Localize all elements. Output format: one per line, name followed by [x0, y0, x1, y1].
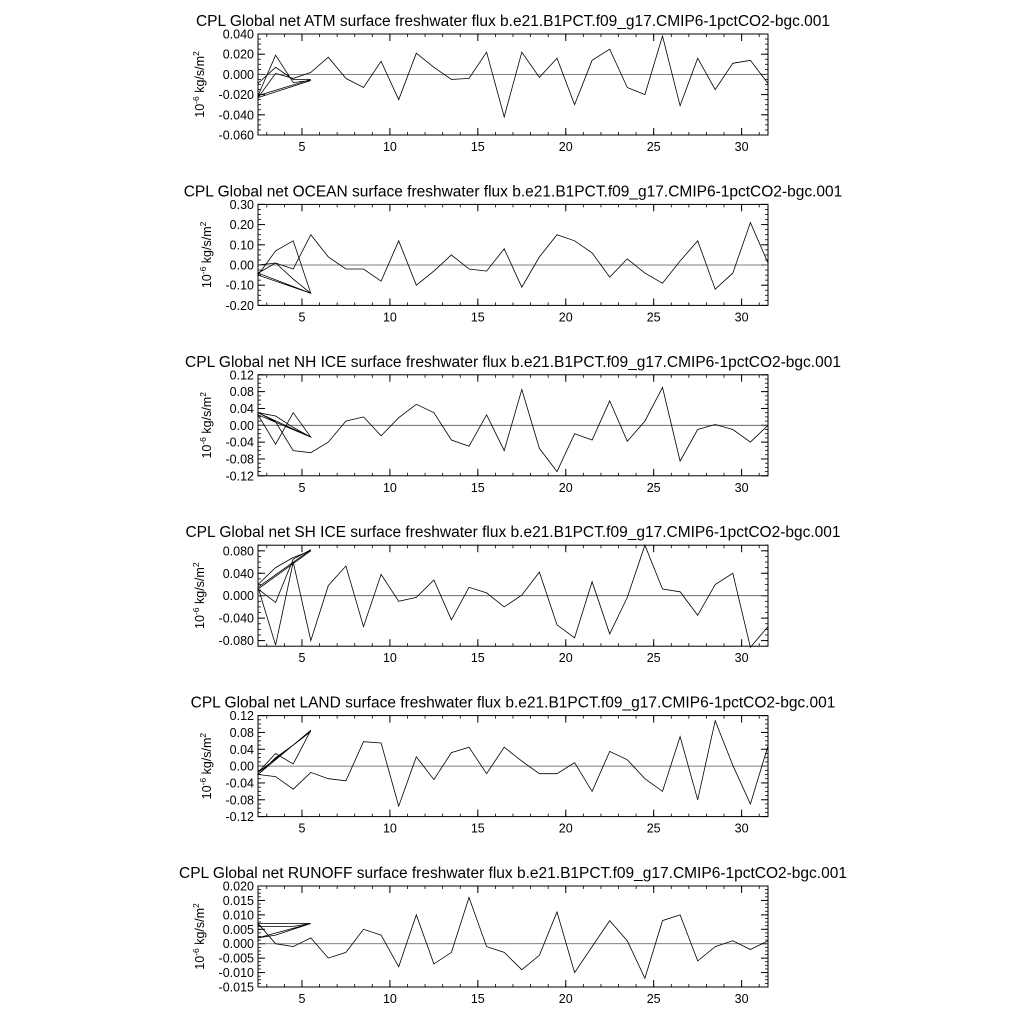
- x-tick-label: 20: [558, 651, 573, 666]
- x-tick-label: 25: [646, 821, 661, 836]
- y-tick-label: 0.020: [222, 879, 254, 894]
- y-axis-label: $10^{-6}$ $kg/s/m^2$: [191, 562, 207, 629]
- x-tick-label: 20: [558, 140, 573, 154]
- y-tick-label: 0.30: [229, 197, 254, 212]
- x-tick-label: 25: [646, 992, 661, 1006]
- y-axis-label: $10^{-6}$ $kg/s/m^2$: [198, 732, 214, 800]
- x-tick-label: 5: [298, 651, 306, 666]
- x-tick-label: 20: [558, 310, 573, 325]
- y-tick-label: -0.080: [218, 634, 254, 649]
- y-tick-label: 0.040: [222, 27, 254, 42]
- y-axis-label: $10^{-6}$ $kg/s/m^2$: [191, 903, 207, 970]
- x-tick-label: 15: [470, 140, 485, 154]
- y-tick-label: -0.08: [225, 452, 254, 467]
- chart-panel: [191, 13, 830, 154]
- chart-panel: [179, 865, 847, 1006]
- y-tick-label: 0.010: [222, 908, 254, 923]
- x-tick-label: 15: [470, 992, 485, 1006]
- x-tick-label: 10: [382, 651, 397, 666]
- y-tick-label: -0.04: [225, 776, 254, 791]
- x-tick-label: 10: [382, 480, 397, 495]
- y-axis-label: $10^{-6}$ $kg/s/m^2$: [198, 221, 214, 289]
- x-tick-label: 30: [734, 821, 749, 836]
- x-tick-label: 30: [734, 140, 749, 154]
- y-tick-label: -0.060: [218, 128, 254, 143]
- x-tick-label: 5: [298, 310, 306, 325]
- y-tick-label: -0.040: [218, 108, 254, 123]
- y-tick-label: 0.040: [222, 566, 254, 581]
- x-tick-label: 15: [470, 651, 485, 666]
- x-tick-label: 5: [298, 992, 306, 1006]
- x-tick-label: 25: [646, 310, 661, 325]
- y-tick-label: 0.08: [229, 725, 254, 740]
- y-tick-label: -0.08: [225, 793, 254, 808]
- y-tick-label: 0.080: [222, 544, 254, 559]
- y-tick-label: -0.12: [225, 469, 254, 484]
- y-tick-label: 0.04: [229, 401, 254, 416]
- y-tick-label: 0.08: [229, 385, 254, 400]
- x-tick-label: 5: [298, 140, 306, 154]
- y-tick-label: 0.12: [229, 709, 254, 724]
- y-tick-label: 0.00: [229, 258, 254, 273]
- x-tick-label: 15: [470, 310, 485, 325]
- chart-panel: [185, 524, 840, 665]
- x-tick-label: 5: [298, 821, 306, 836]
- y-tick-label: 0.10: [229, 238, 254, 253]
- x-tick-label: 15: [470, 821, 485, 836]
- chart-title: CPL Global net ATM surface freshwater flux b.e21.B1PCT.f09_g17.CMIP6-1pctCO2-bgc.001: [195, 13, 831, 30]
- y-tick-label: 0.04: [229, 742, 254, 757]
- plot-frame: [258, 204, 768, 305]
- y-tick-label: -0.20: [225, 298, 254, 313]
- y-tick-label: -0.010: [218, 966, 254, 981]
- series-line: [258, 545, 768, 647]
- chart-title: CPL Global net OCEAN surface freshwater flux b.e21.B1PCT.f09_g17.CMIP6-1pctCO2-bgc.001: [183, 183, 843, 201]
- x-tick-label: 20: [558, 480, 573, 495]
- y-tick-label: -0.04: [225, 435, 254, 450]
- plot-frame: [258, 886, 768, 987]
- x-tick-label: 25: [646, 480, 661, 495]
- y-tick-label: 0.000: [222, 67, 254, 82]
- y-axis-label: $10^{-6}$ $kg/s/m^2$: [191, 51, 207, 118]
- y-tick-label: -0.005: [218, 951, 254, 966]
- series-line: [258, 721, 768, 806]
- x-tick-label: 30: [734, 310, 749, 325]
- chart-panel: [191, 695, 836, 836]
- y-tick-label: -0.10: [225, 278, 254, 293]
- y-tick-label: 0.015: [222, 893, 254, 908]
- y-tick-label: -0.040: [218, 611, 254, 626]
- chart-panel: [184, 183, 843, 324]
- x-tick-label: 5: [298, 480, 306, 495]
- x-tick-label: 10: [382, 821, 397, 836]
- x-tick-label: 30: [734, 992, 749, 1006]
- y-axis-label: $10^{-6}$ $kg/s/m^2$: [198, 392, 214, 459]
- y-tick-label: 0.000: [222, 589, 254, 604]
- chart-title: CPL Global net RUNOFF surface freshwater flux b.e21.B1PCT.f09_g17.CMIP6-1pctCO2-bgc.001: [179, 865, 847, 882]
- x-tick-label: 30: [734, 480, 749, 495]
- y-tick-label: 0.020: [222, 47, 254, 62]
- y-tick-label: -0.015: [218, 980, 254, 995]
- x-tick-label: 10: [382, 992, 397, 1006]
- x-tick-label: 15: [470, 480, 485, 495]
- chart-panel: [185, 354, 841, 495]
- x-tick-label: 10: [382, 310, 397, 325]
- x-tick-label: 25: [646, 651, 661, 666]
- y-tick-label: 0.000: [222, 937, 254, 952]
- x-tick-label: 20: [558, 821, 573, 836]
- chart-title: CPL Global net SH ICE surface freshwater flux b.e21.B1PCT.f09_g17.CMIP6-1pctCO2-bgc.001: [185, 524, 841, 542]
- y-tick-label: 0.12: [229, 368, 254, 383]
- x-tick-label: 30: [734, 651, 749, 666]
- series-line: [258, 36, 768, 117]
- y-tick-label: -0.12: [225, 810, 254, 825]
- y-tick-label: 0.20: [229, 218, 254, 233]
- series-line: [258, 898, 768, 979]
- x-tick-label: 25: [646, 140, 661, 154]
- y-tick-label: 0.00: [229, 759, 254, 774]
- series-line: [258, 387, 768, 471]
- x-tick-label: 20: [558, 992, 573, 1006]
- chart-title: CPL Global net LAND surface freshwater flux b.e21.B1PCT.f09_g17.CMIP6-1pctCO2-bgc.001: [190, 694, 836, 712]
- y-tick-label: 0.00: [229, 418, 254, 433]
- y-tick-label: -0.020: [218, 88, 254, 103]
- series-line: [258, 223, 768, 294]
- y-tick-label: 0.005: [222, 922, 254, 937]
- chart-title: CPL Global net NH ICE surface freshwater flux b.e21.B1PCT.f09_g17.CMIP6-1pctCO2-bgc.001: [185, 353, 841, 371]
- x-tick-label: 10: [382, 140, 397, 154]
